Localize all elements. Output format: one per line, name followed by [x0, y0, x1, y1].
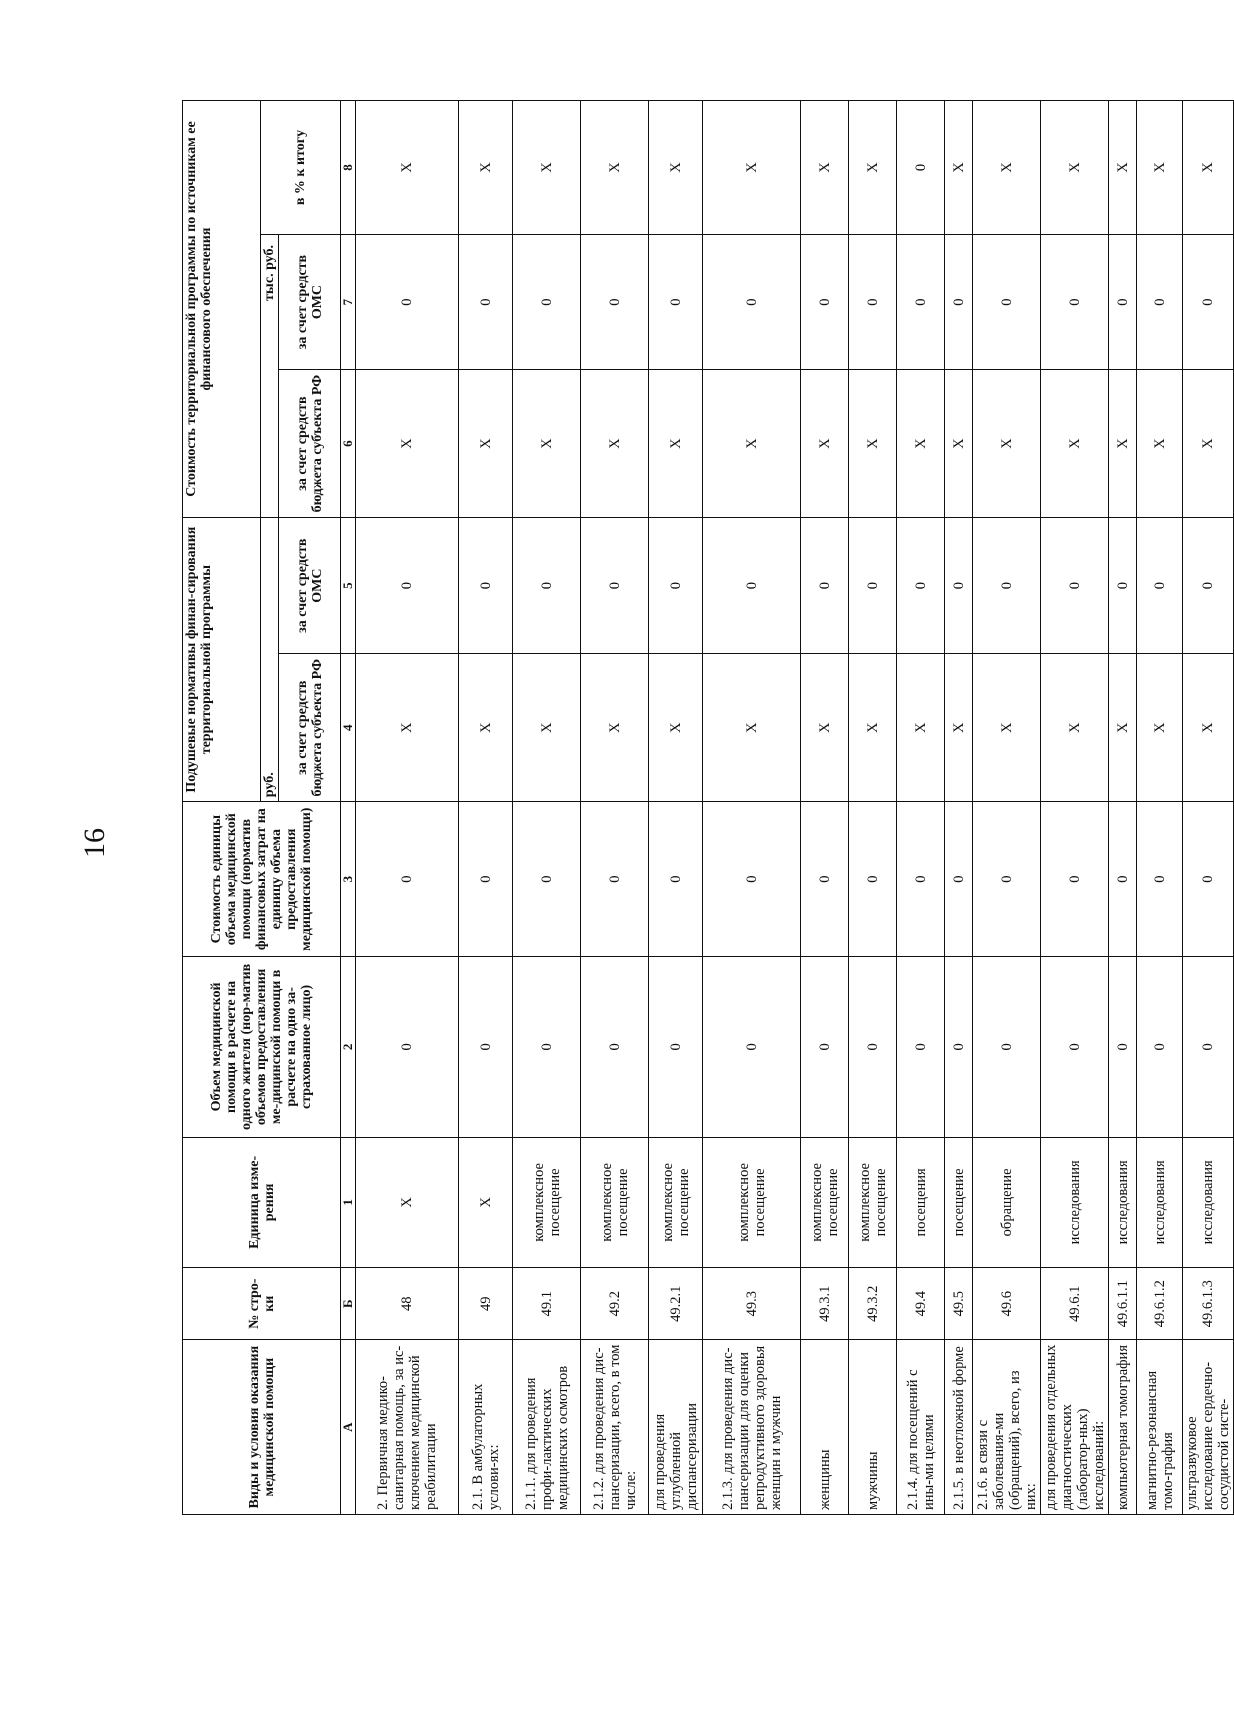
row-norm-oms: 0 — [459, 518, 513, 654]
row-cost-oms: 0 — [1183, 235, 1234, 370]
row-line-number: 49.6.1.3 — [1183, 1268, 1234, 1340]
row-line-number: 49.4 — [897, 1268, 945, 1340]
row-cost-percent: X — [1137, 101, 1183, 235]
row-name: 2.1.6. в связи с заболевания-ми (обращений), всего, из них: — [973, 1340, 1041, 1515]
row-volume: 0 — [945, 957, 973, 1138]
row-cost-budget: X — [459, 370, 513, 518]
row-cost-oms: 0 — [581, 235, 649, 370]
row-norm-budget: X — [459, 654, 513, 802]
row-cost-percent: X — [801, 101, 849, 235]
row-unit-cost: 0 — [897, 802, 945, 957]
row-cost-budget: X — [801, 370, 849, 518]
row-line-number: 49.1 — [513, 1268, 581, 1340]
header-group-cost — [183, 101, 261, 518]
row-unit: комплексное посещение — [581, 1137, 649, 1267]
row-cost-percent: X — [581, 101, 649, 235]
row-unit-cost: 0 — [945, 802, 973, 957]
row-name: для проведения отдельных диагностических (лаборатор-ных) исследований: — [1041, 1340, 1109, 1515]
row-cost-percent: X — [703, 101, 801, 235]
header-col-a: Виды и условия оказания медицинской помощи — [183, 1340, 341, 1515]
header-col-8: в % к итогу — [261, 101, 341, 235]
column-number: 6 — [341, 370, 356, 518]
row-norm-oms: 0 — [1109, 518, 1137, 654]
row-cost-oms: 0 — [356, 235, 459, 370]
row-cost-oms: 0 — [945, 235, 973, 370]
row-cost-budget: X — [513, 370, 581, 518]
row-volume: 0 — [513, 957, 581, 1138]
row-cost-percent: X — [356, 101, 459, 235]
rotated-table-wrapper — [182, 100, 1232, 1515]
row-norm-budget: X — [1041, 654, 1109, 802]
row-volume: 0 — [1109, 957, 1137, 1138]
table-row — [1041, 101, 1109, 1515]
row-cost-budget: X — [703, 370, 801, 518]
row-line-number: 49.3.2 — [849, 1268, 897, 1340]
row-volume: 0 — [581, 957, 649, 1138]
row-unit-cost: 0 — [1183, 802, 1234, 957]
row-unit-cost: 0 — [1041, 802, 1109, 957]
table-row — [581, 101, 649, 1515]
row-volume: 0 — [459, 957, 513, 1138]
row-cost-budget: X — [849, 370, 897, 518]
row-cost-oms: 0 — [513, 235, 581, 370]
row-line-number: 49.5 — [945, 1268, 973, 1340]
row-name: 2.1.3. для проведения дис-пансеризации для оценки репродуктивного здоровья женщин и мужчин — [703, 1340, 801, 1515]
row-cost-budget: X — [356, 370, 459, 518]
row-name: магнитно-резонансная томо-графия — [1137, 1340, 1183, 1515]
row-cost-oms: 0 — [703, 235, 801, 370]
row-cost-budget: X — [1109, 370, 1137, 518]
column-number: 3 — [341, 802, 356, 957]
row-cost-percent: X — [973, 101, 1041, 235]
row-norm-budget: X — [1183, 654, 1234, 802]
row-name: для проведения углубленной диспансеризации — [649, 1340, 703, 1515]
header-group-norms-title: Подушевые нормативы финан-сирования территориальной программы — [184, 526, 214, 793]
row-unit: комплексное посещение — [703, 1137, 801, 1267]
row-norm-budget: X — [849, 654, 897, 802]
row-unit: исследования — [1183, 1137, 1234, 1267]
row-volume: 0 — [973, 957, 1041, 1138]
row-volume: 0 — [356, 957, 459, 1138]
row-norm-budget: X — [581, 654, 649, 802]
row-norm-oms: 0 — [1183, 518, 1234, 654]
column-number: 1 — [341, 1137, 356, 1267]
row-norm-oms: 0 — [973, 518, 1041, 654]
row-unit-cost: 0 — [459, 802, 513, 957]
column-number: 5 — [341, 518, 356, 654]
row-unit: комплексное посещение — [513, 1137, 581, 1267]
row-line-number: 49.6.1.1 — [1109, 1268, 1137, 1340]
row-cost-percent: X — [1183, 101, 1234, 235]
row-cost-oms: 0 — [649, 235, 703, 370]
row-cost-oms: 0 — [1109, 235, 1137, 370]
row-norm-oms: 0 — [703, 518, 801, 654]
row-unit: исследования — [1041, 1137, 1109, 1267]
row-norm-oms: 0 — [356, 518, 459, 654]
table-row — [973, 101, 1041, 1515]
row-line-number: 49.6.1 — [1041, 1268, 1109, 1340]
row-name: 2.1. В амбулаторных услови-ях: — [459, 1340, 513, 1515]
table-row — [513, 101, 581, 1515]
row-cost-percent: X — [1041, 101, 1109, 235]
row-unit-cost: 0 — [513, 802, 581, 957]
table-row — [703, 101, 801, 1515]
row-norm-oms: 0 — [801, 518, 849, 654]
row-name: 2.1.1. для проведения профи-лактических медицинских осмотров — [513, 1340, 581, 1515]
row-unit: комплексное посещение — [649, 1137, 703, 1267]
row-line-number: 49 — [459, 1268, 513, 1340]
header-col-b: № стро-ки — [183, 1268, 341, 1340]
row-norm-oms: 0 — [581, 518, 649, 654]
row-line-number: 49.2 — [581, 1268, 649, 1340]
row-norm-budget: X — [801, 654, 849, 802]
table-row — [897, 101, 945, 1515]
header-col-7: за счет средств ОМС — [279, 235, 341, 370]
row-line-number: 48 — [356, 1268, 459, 1340]
row-cost-percent: X — [513, 101, 581, 235]
row-unit: исследования — [1109, 1137, 1137, 1267]
row-volume: 0 — [801, 957, 849, 1138]
column-number: 8 — [341, 101, 356, 235]
row-cost-budget: X — [649, 370, 703, 518]
row-norm-budget: X — [513, 654, 581, 802]
header-cost-unit: тыс. руб. — [261, 235, 279, 518]
row-unit-cost: 0 — [703, 802, 801, 957]
row-cost-oms: 0 — [1137, 235, 1183, 370]
row-norm-oms: 0 — [513, 518, 581, 654]
row-volume: 0 — [649, 957, 703, 1138]
row-volume: 0 — [897, 957, 945, 1138]
column-number: 4 — [341, 654, 356, 802]
table-row — [1109, 101, 1137, 1515]
row-name: женщины — [801, 1340, 849, 1515]
row-norm-oms: 0 — [649, 518, 703, 654]
row-name: мужчины — [849, 1340, 897, 1515]
row-unit-cost: 0 — [356, 802, 459, 957]
table-row — [356, 101, 459, 1515]
row-name: 2. Первичная медико-санитарная помощь, за ис-ключением медицинской реабилитации — [356, 1340, 459, 1515]
column-number: А — [341, 1340, 356, 1515]
table-row — [1137, 101, 1183, 1515]
row-unit: обращение — [973, 1137, 1041, 1267]
row-volume: 0 — [1183, 957, 1234, 1138]
header-col-1: Единица изме-рения — [183, 1137, 341, 1267]
row-cost-oms: 0 — [849, 235, 897, 370]
header-norms-unit: руб. — [261, 518, 279, 802]
table-row — [649, 101, 703, 1515]
row-name: компьютерная томография — [1109, 1340, 1137, 1515]
row-unit: посещение — [945, 1137, 973, 1267]
column-number-row — [341, 101, 356, 1515]
header-col-3: Стоимость единицы объема медицинской помощи (норматив финансовых затрат на единицу объема предоставления медицинской помощи) — [183, 802, 341, 957]
table-row — [945, 101, 973, 1515]
financing-table — [182, 100, 1234, 1515]
row-cost-percent: 0 — [897, 101, 945, 235]
row-cost-percent: X — [649, 101, 703, 235]
row-cost-budget: X — [1183, 370, 1234, 518]
header-group-cost-title: Стоимость территориальной программы по источникам ее финансового обеспечения — [184, 121, 214, 497]
header-col-4: за счет средств бюджета субъекта РФ — [279, 654, 341, 802]
row-cost-budget: X — [897, 370, 945, 518]
row-cost-percent: X — [459, 101, 513, 235]
row-unit-cost: 0 — [1137, 802, 1183, 957]
row-name: ультразвуковое исследование сердечно-сосудистой систе- — [1183, 1340, 1234, 1515]
row-norm-budget: X — [356, 654, 459, 802]
row-unit-cost: 0 — [849, 802, 897, 957]
row-cost-budget: X — [1137, 370, 1183, 518]
row-volume: 0 — [703, 957, 801, 1138]
row-cost-percent: X — [1109, 101, 1137, 235]
row-cost-budget: X — [1041, 370, 1109, 518]
table-body — [356, 101, 1234, 1515]
column-number: Б — [341, 1268, 356, 1340]
row-unit: комплексное посещение — [801, 1137, 849, 1267]
row-volume: 0 — [1137, 957, 1183, 1138]
row-norm-oms: 0 — [1137, 518, 1183, 654]
row-cost-percent: X — [945, 101, 973, 235]
column-number: 7 — [341, 235, 356, 370]
header-group-norms — [183, 518, 261, 802]
row-unit-cost: 0 — [801, 802, 849, 957]
row-line-number: 49.6 — [973, 1268, 1041, 1340]
table-row — [459, 101, 513, 1515]
row-norm-budget: X — [703, 654, 801, 802]
row-unit: посещения — [897, 1137, 945, 1267]
row-unit: комплексное посещение — [849, 1137, 897, 1267]
page-number: 16 — [78, 828, 111, 858]
row-norm-oms: 0 — [897, 518, 945, 654]
table-row — [849, 101, 897, 1515]
row-unit-cost: 0 — [1109, 802, 1137, 957]
row-unit: X — [356, 1137, 459, 1267]
row-cost-percent: X — [849, 101, 897, 235]
row-cost-budget: X — [973, 370, 1041, 518]
row-unit: X — [459, 1137, 513, 1267]
row-line-number: 49.3.1 — [801, 1268, 849, 1340]
header-col-2: Объем медицинской помощи в расчете на одного жителя (нор-матив объемов предоставления ме-дицинской помощи в расчете на одно за-страхованное лицо) — [183, 957, 341, 1138]
row-norm-budget: X — [973, 654, 1041, 802]
row-cost-oms: 0 — [801, 235, 849, 370]
row-line-number: 49.6.1.2 — [1137, 1268, 1183, 1340]
row-norm-oms: 0 — [849, 518, 897, 654]
row-norm-budget: X — [897, 654, 945, 802]
row-volume: 0 — [849, 957, 897, 1138]
header-row-1 — [183, 101, 261, 1515]
row-unit-cost: 0 — [581, 802, 649, 957]
row-name: 2.1.2. для проведения дис-пансеризации, всего, в том числе: — [581, 1340, 649, 1515]
row-cost-budget: X — [581, 370, 649, 518]
row-norm-budget: X — [649, 654, 703, 802]
row-cost-budget: X — [945, 370, 973, 518]
row-cost-oms: 0 — [1041, 235, 1109, 370]
row-line-number: 49.2.1 — [649, 1268, 703, 1340]
row-unit: исследования — [1137, 1137, 1183, 1267]
row-name: 2.1.5. в неотложной форме — [945, 1340, 973, 1515]
table-row — [801, 101, 849, 1515]
header-col-6: за счет средств бюджета субъекта РФ — [279, 370, 341, 518]
row-norm-budget: X — [1109, 654, 1137, 802]
row-unit-cost: 0 — [973, 802, 1041, 957]
row-norm-oms: 0 — [1041, 518, 1109, 654]
row-unit-cost: 0 — [649, 802, 703, 957]
row-norm-budget: X — [1137, 654, 1183, 802]
row-cost-oms: 0 — [897, 235, 945, 370]
row-volume: 0 — [1041, 957, 1109, 1138]
row-norm-budget: X — [945, 654, 973, 802]
header-col-5: за счет средств ОМС — [279, 518, 341, 654]
row-cost-oms: 0 — [973, 235, 1041, 370]
row-line-number: 49.3 — [703, 1268, 801, 1340]
row-name: 2.1.4. для посещений с ины-ми целями — [897, 1340, 945, 1515]
row-norm-oms: 0 — [945, 518, 973, 654]
row-cost-oms: 0 — [459, 235, 513, 370]
table-row — [1183, 101, 1234, 1515]
column-number: 2 — [341, 957, 356, 1138]
